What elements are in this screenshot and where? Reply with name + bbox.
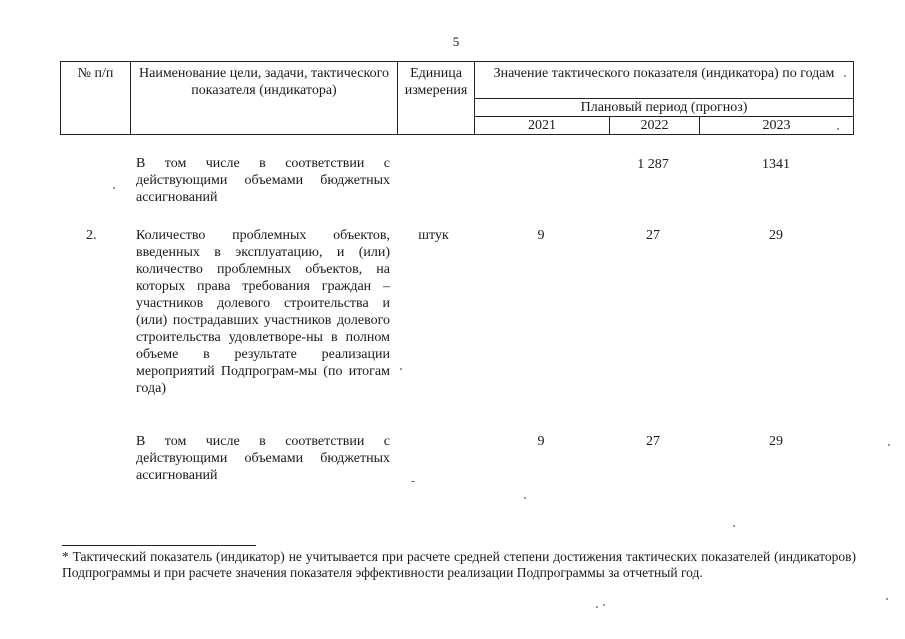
scan-speck: [411, 481, 415, 482]
scan-speck: [400, 368, 402, 370]
footnote: * Тактический показатель (индикатор) не учитывается при расчете средней степени достижения тактических показателей (индикаторов) Подпрограммы и при расчете значения показателя эффективности реализации Подпрограммы за отчетный год.: [62, 549, 856, 580]
row-2-unit: штук: [418, 228, 449, 243]
row-1-value-2023: 1341: [762, 157, 790, 172]
scan-speck: [886, 598, 888, 600]
row-1-text: В том числе в соответствии с действующими объемами бюджетных ассигнований: [136, 156, 390, 205]
scan-speck: [596, 606, 598, 608]
row-1-value-2022: 1 287: [637, 157, 669, 172]
scan-speck: [844, 75, 846, 77]
row-2-num: 2.: [86, 228, 97, 243]
header-year-2022: 2022: [610, 117, 700, 135]
scan-speck: [524, 497, 526, 499]
header-name: Наименование цели, задачи, тактического показателя (индикатора): [131, 62, 398, 135]
row-2-text: Количество проблемных объектов, введенных в эксплуатацию, и (или) количество проблемных объектов, на которых права требования граждан – участников долевого строительства и (или) пострадавших участников долевого строительства удовлетворе-ны в полном объеме в результате реализации мероприятий Подпрограм-мы (по итогам года): [136, 228, 390, 396]
header-year-2021: 2021: [475, 117, 610, 135]
row-2-value-2021: 9: [537, 228, 545, 243]
row-3-value-2023: 29: [769, 434, 783, 449]
scan-speck: [837, 128, 839, 130]
row-3-value-2021: 9: [537, 434, 545, 449]
header-table: [60, 61, 854, 135]
row-2-value-2022: 27: [646, 228, 660, 243]
header-unit: Единица измерения: [398, 62, 475, 135]
page-number: 5: [452, 34, 460, 49]
row-2-value-2023: 29: [769, 228, 783, 243]
header-value: Значение тактического показателя (индикатора) по годам: [475, 62, 854, 99]
header-num: № п/п: [61, 62, 131, 135]
row-3-text: В том числе в соответствии с действующими объемами бюджетных ассигнований: [136, 434, 390, 483]
scan-speck: [603, 604, 605, 606]
row-3-value-2022: 27: [646, 434, 660, 449]
footnote-divider: [62, 545, 256, 546]
scan-speck: [113, 187, 115, 189]
header-period: Плановый период (прогноз): [475, 99, 854, 117]
scan-speck: [733, 525, 735, 527]
header-year-2023: 2023: [700, 117, 854, 135]
scan-speck: [888, 444, 890, 446]
